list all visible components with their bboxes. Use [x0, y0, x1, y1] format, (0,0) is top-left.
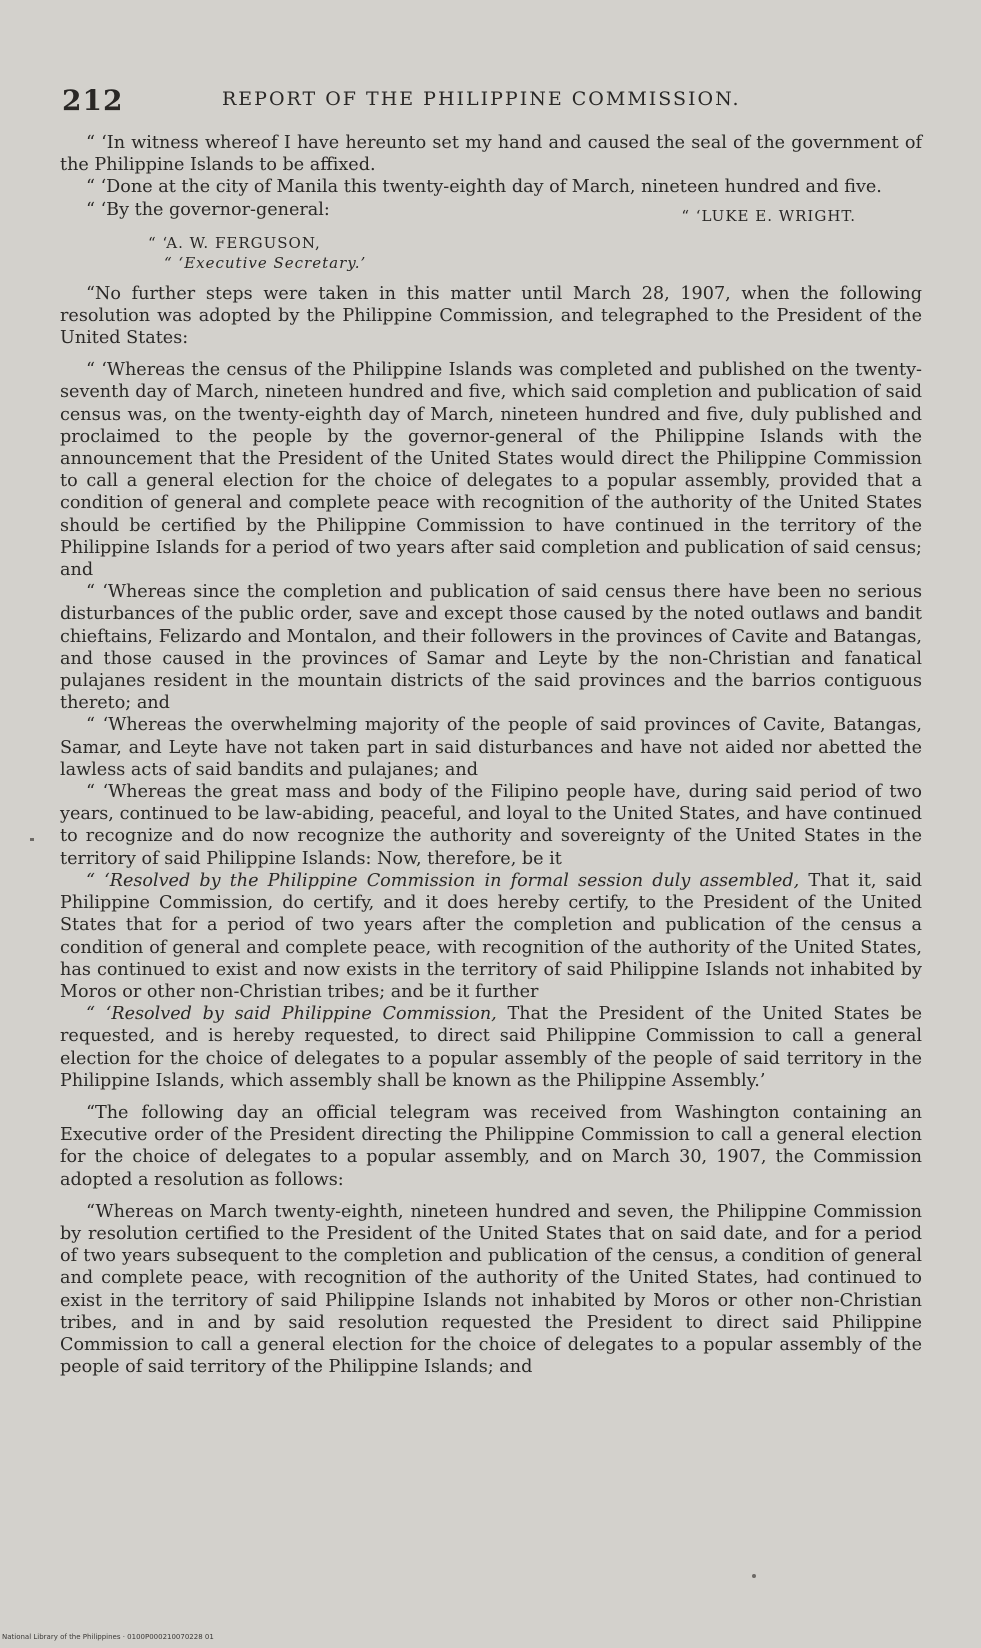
no-further-steps-paragraph: “No further steps were taken in this matter until March 28, 1907, when the following resolution was adopted by the Philippine Commission, and telegraphed to the President of the United States: — [60, 283, 922, 349]
resolved-certify-paragraph — [60, 870, 922, 1003]
running-head: REPORT OF THE PHILIPPINE COMMISSION. — [222, 88, 741, 110]
speck-mark — [752, 1574, 756, 1578]
page-header — [62, 84, 922, 124]
resolved-request-paragraph — [60, 1003, 922, 1092]
resolved-certify-lead: “ ‘Resolved by the Philippine Commission in formal session duly assembled, — [86, 870, 800, 891]
whereas-march-paragraph: “Whereas on March twenty-eighth, nineteen hundred and seven, the Philippine Commission by resolution certified to the President of the United States that on said date, and for a period of two years subsequent to the completion and publication of the census, a condition of general and complete peace, with recognition of the authority of the United States, had continued to exist in the territory of said Philippine Islands not inhabited by Moros or other non-Christian tribes, and in and by said resolution requested the President to direct said Philippine Commission to call a general election for the choice of delegates to a popular assembly of the people of said territory of the Philippine Islands; and — [60, 1201, 922, 1378]
signature-line — [60, 199, 922, 229]
witness-paragraph: “ ‘In witness whereof I have hereunto set my hand and caused the seal of the government of the Philippine Islands to be affixed. — [60, 133, 922, 176]
secretary-signature — [148, 233, 922, 273]
secretary-name: “ ‘A. W. FERGUSON, — [148, 233, 321, 252]
page-body — [60, 132, 922, 1378]
whereas-disturbances-paragraph: “ ‘Whereas since the completion and publication of said census there have been no serious disturbances of the public order, save and except those caused by the noted outlaws and bandit chieftains, Felizardo and Montalon, and their followers in the provinces of Cavite and Batangas, and those caused in the provinces of Samar and Leyte by the non-Christian and fanatical pulajanes resident in the mountain districts of the said provinces and the barrios contiguous thereto; and — [60, 582, 922, 714]
whereas-filipino-people-paragraph: “ ‘Whereas the great mass and body of the Filipino people have, during said period of two years, continued to be law-abiding, peaceful, and loyal to the United States, and have continued to recognize and do now recognize the authority and sovereignty of the United States in the territory of said Philippine Islands: Now, therefore, be it — [60, 782, 922, 869]
whereas-census-paragraph: “ ‘Whereas the census of the Philippine Islands was completed and published on the twenty-seventh day of March, nineteen hundred and five, which said completion and publication of said census was, on the twenty-eighth day of March, nineteen hundred and five, duly published and proclaimed to the people by the governor-general of the Philippine Islands with the announcement that the President of the United States would direct the Philippine Commission to call a general election for the choice of delegates to a popular assembly, provided that a condition of general and complete peace with recognition of the authority of the United States should be certified by the Philippine Commission to have continued in the territory of the Philippine Islands for a period of two years after said completion and publication of said census; and — [60, 360, 922, 581]
page-number: 212 — [62, 84, 124, 117]
signer-name: “ ‘LUKE E. WRIGHT. — [681, 206, 856, 225]
by-governor-line: “ ‘By the governor-general: — [86, 199, 330, 220]
margin-mark — [30, 838, 34, 841]
scan-credit: National Library of the Philippines · 0100P000210070228 01 — [2, 1633, 214, 1641]
resolved-request-text: That the President of the United States be requested, and is hereby requested, to direct said Philippine Commission to call a general election for the choice of delegates to a popular assembly of the people of said territory in the Philippine Islands, which assembly shall be known as the Philippine Assembly.’ — [60, 1004, 922, 1091]
resolved-certify-text: That it, said Philippine Commission, do certify, and it does hereby certify, to the President of the United States that for a period of two years after the completion and publication of the census a condition of general and complete peace, with recognition of the authority of the United States, has continued to exist and now exists in the territory of said Philippine Islands not inhabited by Moros or other non-Christian tribes; and be it further — [60, 870, 922, 1002]
done-at-paragraph: “ ‘Done at the city of Manila this twenty-eighth day of March, nineteen hundred and five. — [86, 177, 882, 198]
secretary-title: “ ‘Executive Secretary.’ — [164, 253, 367, 272]
whereas-majority-paragraph: “ ‘Whereas the overwhelming majority of the people of said provinces of Cavite, Batangas, Samar, and Leyte have not taken part in said disturbances and have not aided nor abetted the lawless acts of said bandits and pulajanes; and — [60, 715, 922, 780]
resolved-request-lead: “ ‘Resolved by said Philippine Commission, — [86, 1004, 497, 1025]
telegram-paragraph: “The following day an official telegram was received from Washington containing an Executive order of the President directing the Philippine Commission to call a general election for the choice of delegates to a popular assembly, and on March 30, 1907, the Commission adopted a resolution as follows: — [60, 1102, 922, 1190]
